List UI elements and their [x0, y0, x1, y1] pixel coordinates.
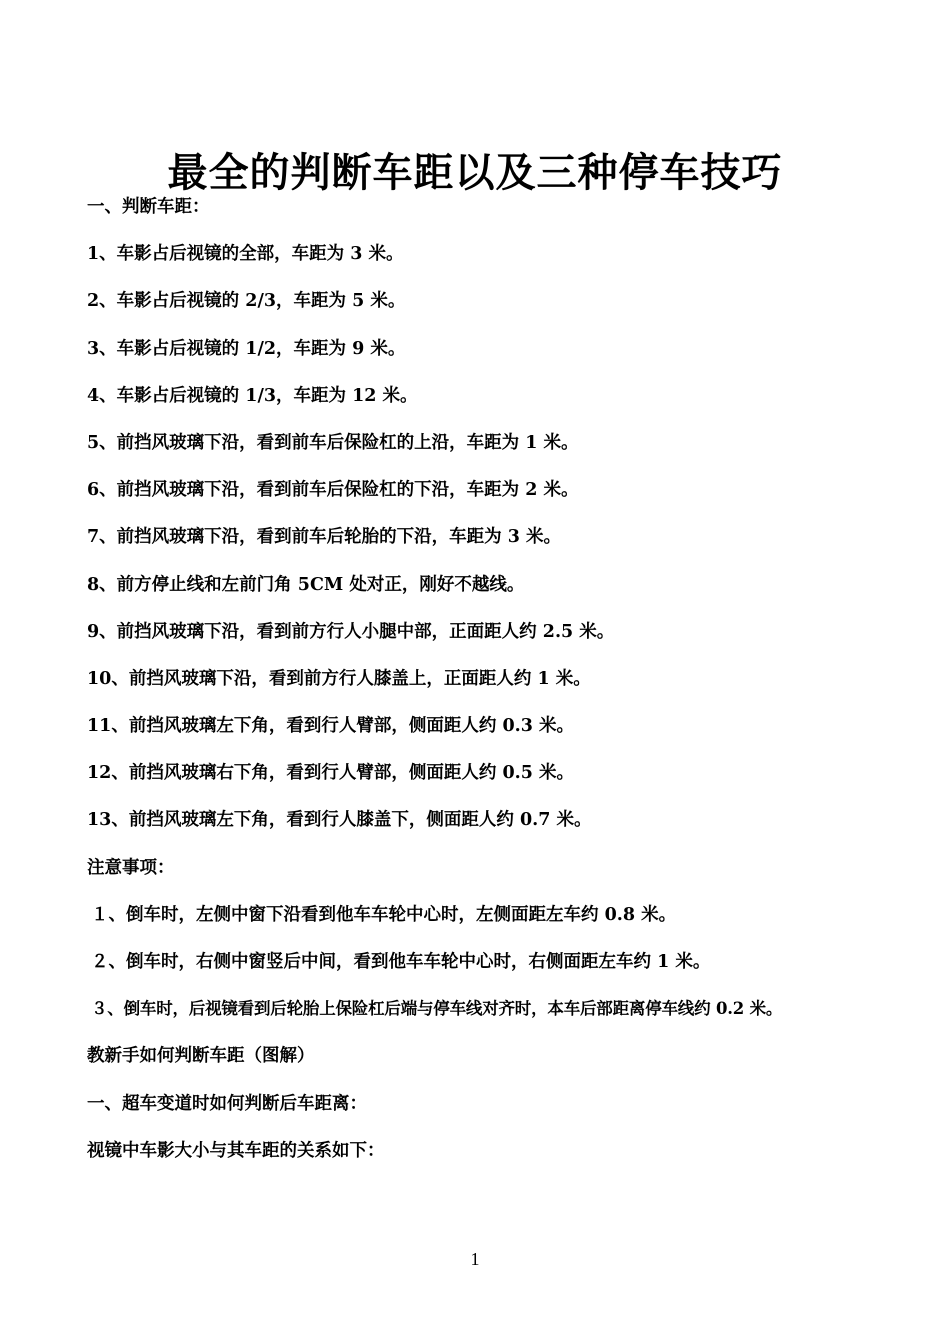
paragraph: 13、前挡风玻璃左下角，看到行人膝盖下，侧面距人约 0.7 米。: [87, 810, 592, 831]
page-title: 最全的判断车距以及三种停车技巧: [167, 148, 783, 196]
paragraph: 12、前挡风玻璃右下角，看到行人臂部，侧面距人约 0.5 米。: [87, 763, 574, 784]
section-heading: 注意事项：: [87, 857, 175, 878]
page-number: 1: [470, 1249, 480, 1269]
paragraph: 6、前挡风玻璃下沿，看到前车后保险杠的下沿，车距为 2 米。: [87, 480, 579, 501]
paragraph: 10、前挡风玻璃下沿，看到前方行人膝盖上，正面距人约 1 米。: [87, 668, 591, 689]
paragraph: 8、前方停止线和左前门角 5CM 处对正，刚好不越线。: [87, 574, 525, 595]
document-body: [87, 193, 927, 1184]
section-heading: 一、判断车距：: [87, 197, 210, 217]
paragraph: 9、前挡风玻璃下沿，看到前方行人小腿中部，正面距人约 2.5 米。: [87, 621, 615, 642]
paragraph: 11、前挡风玻璃左下角，看到行人臂部，侧面距人约 0.3 米。: [87, 716, 574, 737]
paragraph: ２、倒车时，右侧中窗竖后中间，看到他车车轮中心时，右侧面距左车约 1 米。: [91, 952, 711, 972]
section-heading: 教新手如何判断车距（图解）: [87, 1046, 315, 1067]
paragraph: 视镜中车影大小与其车距的关系如下：: [87, 1140, 385, 1161]
paragraph: 1、车影占后视镜的全部，车距为 3 米。: [87, 244, 404, 265]
paragraph: 4、车影占后视镜的 1/3，车距为 12 米。: [87, 385, 418, 406]
section-heading: 一、超车变道时如何判断后车距离：: [87, 1093, 367, 1114]
paragraph: １、倒车时，左侧中窗下沿看到他车车轮中心时，左侧面距左车约 0.8 米。: [91, 904, 677, 925]
paragraph: ３、倒车时，后视镜看到后轮胎上保险杠后端与停车线对齐时，本车后部距离停车线约 0.2 米。: [91, 999, 783, 1019]
paragraph: 5、前挡风玻璃下沿，看到前车后保险杠的上沿，车距为 1 米。: [87, 432, 579, 453]
paragraph: 7、前挡风玻璃下沿，看到前车后轮胎的下沿，车距为 3 米。: [87, 527, 562, 548]
paragraph: 2、车影占后视镜的 2/3，车距为 5 米。: [87, 291, 406, 312]
paragraph: 3、车影占后视镜的 1/2，车距为 9 米。: [87, 338, 406, 359]
